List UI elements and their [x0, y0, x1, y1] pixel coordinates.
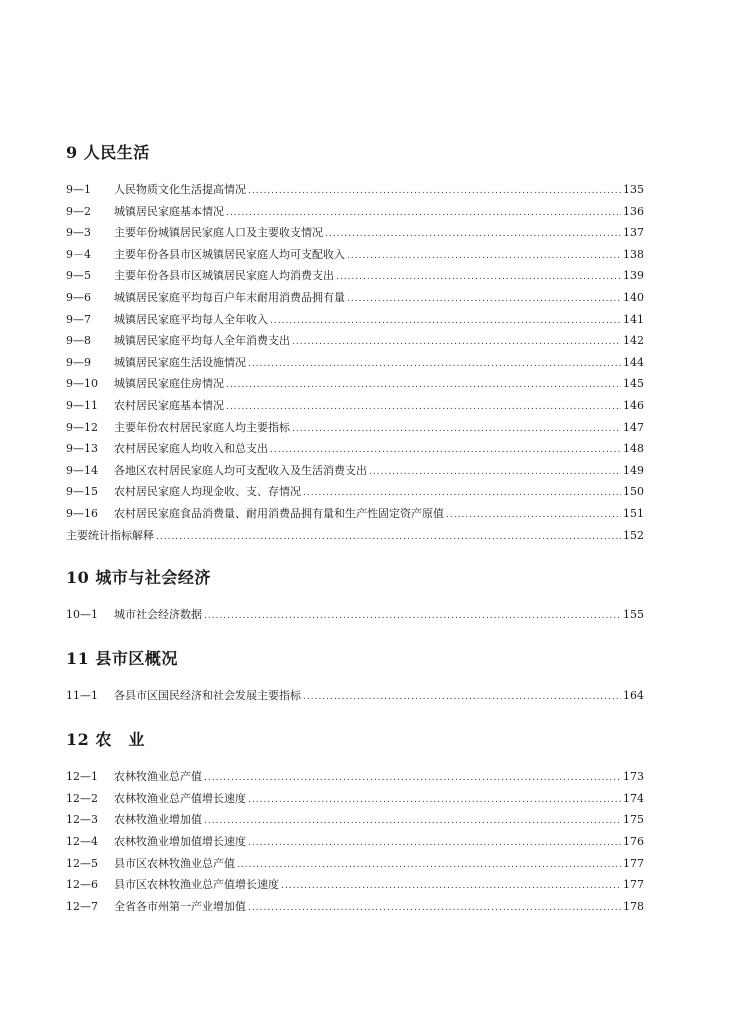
entry-label: 主要年份城镇居民家庭人口及主要收支情况	[114, 226, 323, 240]
section-title: 12 农 业	[66, 730, 145, 750]
entry-page: 175	[623, 813, 644, 827]
entry-label: 城镇居民家庭平均每百户年末耐用消费品拥有量	[114, 290, 345, 304]
entry-code: 9—9	[66, 355, 91, 369]
section-title: 11 县市区概况	[66, 648, 178, 668]
toc-entry[interactable]	[66, 201, 644, 223]
toc-entry[interactable]	[66, 831, 644, 853]
entry-label: 城镇居民家庭生活设施情况	[114, 355, 246, 369]
entry-page: 136	[623, 204, 644, 218]
entry-code: 9—11	[66, 398, 98, 412]
dot-leader	[204, 606, 621, 628]
dot-leader	[226, 375, 621, 397]
entry-page: 139	[623, 269, 644, 283]
entry-code: 9—6	[66, 290, 91, 304]
entry-list	[66, 604, 644, 626]
toc-entry[interactable]	[66, 503, 644, 525]
dot-leader	[336, 267, 621, 289]
dot-leader	[281, 876, 621, 898]
entry-code: 9—1	[66, 183, 91, 196]
entry-code: 11—1	[66, 688, 98, 702]
entry-label: 农村居民家庭食品消费量、耐用消费品拥有量和生产性固定资产原值	[114, 506, 444, 520]
entry-label: 各县市区国民经济和社会发展主要指标	[114, 688, 301, 702]
entry-label: 农林牧渔业增加值	[114, 813, 202, 827]
section-city-economy	[66, 568, 644, 626]
toc-entry[interactable]	[66, 604, 644, 626]
toc-entry[interactable]	[66, 874, 644, 896]
entry-label: 县市区农林牧渔业总产值	[114, 856, 235, 870]
dot-leader	[204, 768, 621, 790]
entry-page: 140	[623, 290, 644, 304]
dot-leader	[446, 505, 621, 527]
dot-leader	[270, 311, 621, 333]
entry-label: 主要年份各县市区城镇居民家庭人均消费支出	[114, 269, 334, 283]
entry-code: 9—2	[66, 204, 91, 218]
toc-entry[interactable]	[66, 265, 644, 287]
entry-code: 9—15	[66, 485, 98, 499]
toc-entry[interactable]	[66, 179, 644, 201]
dot-leader	[248, 181, 621, 203]
entry-label: 全省各市州第一产业增加值	[114, 899, 246, 913]
entry-page: 150	[623, 485, 644, 499]
entry-code: 12—5	[66, 856, 98, 870]
toc-entry[interactable]	[66, 287, 644, 309]
dot-leader	[292, 332, 621, 354]
entry-page: 144	[623, 355, 644, 369]
entry-page: 173	[623, 770, 644, 784]
entry-code: 9—5	[66, 269, 91, 283]
entry-code: 12—2	[66, 791, 98, 805]
entry-page: 146	[623, 398, 644, 412]
section-people-life	[66, 143, 644, 546]
dot-leader	[303, 687, 621, 709]
entry-page: 138	[623, 247, 644, 261]
entry-label: 城镇居民家庭住房情况	[114, 377, 224, 391]
toc-entry[interactable]	[66, 481, 644, 503]
toc-entry[interactable]	[66, 373, 644, 395]
dot-leader	[347, 246, 621, 268]
toc-entry[interactable]	[66, 788, 644, 810]
entry-code: 9－4	[66, 247, 91, 261]
entry-code: 9—12	[66, 420, 98, 434]
entry-page: 137	[623, 226, 644, 240]
entry-page: 141	[623, 312, 644, 326]
section-title: 9 人民生活	[66, 143, 150, 162]
entry-label: 农林牧渔业增加值增长速度	[114, 835, 246, 849]
dot-leader	[347, 289, 621, 311]
entry-label: 农村居民家庭人均收入和总支出	[114, 442, 268, 456]
entry-label: 人民物质文化生活提高情况	[114, 183, 246, 196]
entry-page: 178	[623, 899, 644, 913]
dot-leader	[248, 790, 621, 812]
dot-leader	[226, 397, 621, 419]
toc-entry[interactable]	[66, 309, 644, 331]
entry-list	[66, 685, 644, 707]
entry-label: 农村居民家庭人均现金收、支、存情况	[114, 485, 301, 499]
entry-page: 164	[623, 688, 644, 702]
entry-label: 各地区农村居民家庭人均可支配收入及生活消费支出	[114, 463, 367, 477]
entry-code: 9—7	[66, 312, 91, 326]
section-county-overview	[66, 649, 644, 707]
entry-page: 135	[623, 183, 644, 196]
entry-label: 农林牧渔业总产值增长速度	[114, 791, 246, 805]
entry-label: 主要年份农村居民家庭人均主要指标	[114, 420, 290, 434]
entry-page: 151	[623, 506, 644, 520]
entry-page: 145	[623, 377, 644, 391]
entry-code: 12—3	[66, 813, 98, 827]
dot-leader	[204, 811, 621, 833]
entry-page: 148	[623, 442, 644, 456]
toc-entry[interactable]	[66, 896, 644, 918]
entry-code: 9—13	[66, 442, 98, 456]
toc-entry[interactable]	[66, 525, 644, 547]
entry-page: 155	[623, 608, 644, 622]
toc-entry[interactable]	[66, 809, 644, 831]
dot-leader	[292, 419, 621, 441]
entry-page: 152	[623, 528, 644, 542]
entry-label: 城镇居民家庭基本情况	[114, 204, 224, 218]
entry-list	[66, 766, 644, 917]
entry-code: 9—8	[66, 334, 91, 348]
dot-leader	[248, 898, 621, 920]
section-title: 10 城市与社会经济	[66, 568, 211, 588]
entry-page: 174	[623, 791, 644, 805]
toc-entry[interactable]	[66, 438, 644, 460]
table-of-contents	[66, 143, 644, 917]
toc-entry[interactable]	[66, 222, 644, 244]
entry-page: 149	[623, 463, 644, 477]
toc-entry[interactable]	[66, 766, 644, 788]
dot-leader	[369, 462, 621, 484]
dot-leader	[226, 203, 621, 225]
toc-entry[interactable]	[66, 352, 644, 374]
entry-code: 9—3	[66, 226, 91, 240]
section-spacer	[66, 706, 644, 730]
entry-label: 主要统计指标解释	[66, 528, 154, 542]
entry-label: 城镇居民家庭平均每人全年收入	[114, 312, 268, 326]
entry-code: 12—7	[66, 899, 98, 913]
entry-label: 农林牧渔业总产值	[114, 770, 202, 784]
dot-leader	[325, 224, 621, 246]
entry-code: 9—10	[66, 377, 98, 391]
entry-label: 城镇居民家庭平均每人全年消费支出	[114, 334, 290, 348]
section-agriculture	[66, 730, 644, 917]
entry-page: 176	[623, 835, 644, 849]
toc-entry[interactable]	[66, 244, 644, 266]
toc-entry[interactable]	[66, 685, 644, 707]
entry-label: 农村居民家庭基本情况	[114, 398, 224, 412]
dot-leader	[248, 833, 621, 855]
entry-code: 12—6	[66, 878, 98, 892]
entry-code: 10—1	[66, 608, 98, 622]
section-spacer	[66, 626, 644, 649]
entry-label: 城市社会经济数据	[114, 608, 202, 622]
toc-entry[interactable]	[66, 330, 644, 352]
section-spacer	[66, 546, 644, 568]
entry-page: 177	[623, 878, 644, 892]
entry-label: 县市区农林牧渔业总产值增长速度	[114, 878, 279, 892]
dot-leader	[270, 440, 621, 462]
dot-leader	[248, 354, 621, 376]
entry-page: 147	[623, 420, 644, 434]
dot-leader	[237, 855, 621, 877]
entry-label: 主要年份各县市区城镇居民家庭人均可支配收入	[114, 247, 345, 261]
toc-entry[interactable]	[66, 395, 644, 417]
entry-page: 142	[623, 334, 644, 348]
entry-code: 12—4	[66, 835, 98, 849]
entry-page: 177	[623, 856, 644, 870]
entry-list	[66, 179, 644, 546]
toc-entry[interactable]	[66, 853, 644, 875]
entry-code: 9—14	[66, 463, 98, 477]
entry-code: 9—16	[66, 506, 98, 520]
dot-leader	[156, 527, 621, 549]
toc-entry[interactable]	[66, 417, 644, 439]
entry-code: 12—1	[66, 770, 98, 784]
toc-entry[interactable]	[66, 460, 644, 482]
dot-leader	[303, 483, 621, 505]
